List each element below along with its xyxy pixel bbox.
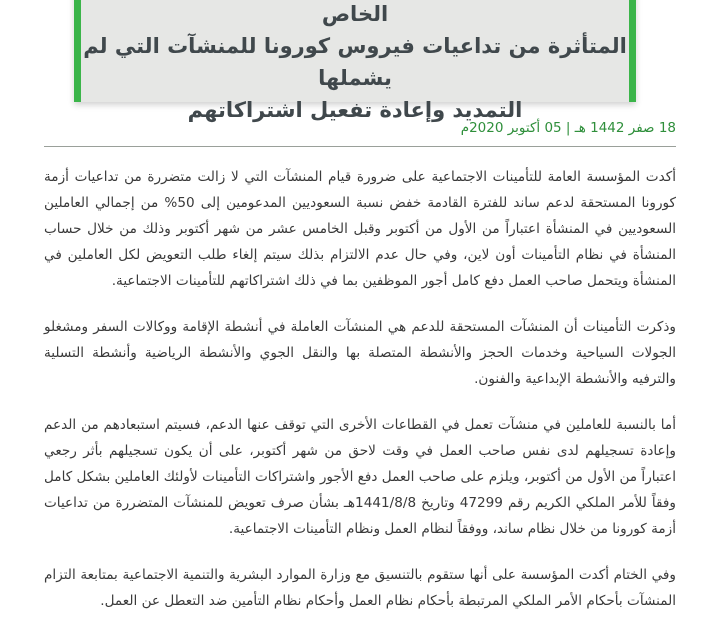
article-paragraph: وذكرت التأمينات أن المنشآت المستحقة للدعم هي المنشآت العاملة في أنشطة الإقامة ووكالات السفر ومشغلو الجولات السياحية وخدمات الحجز والأنشطة المتصلة بها والنقل الجوي والأنشطة الرياضية وأنشطة التسلية والترفيه والأنشطة الإبداعية والفنون.	[44, 319, 676, 387]
article-title	[81, 0, 629, 126]
article-body	[44, 164, 676, 634]
article-paragraph: أما بالنسبة للعاملين في منشآت تعمل في القطاعات الأخرى التي توقف عنها الدعم، فسيتم استبعادهم من الدعم وإعادة تسجيلهم لدى نفس صاحب العمل في وقت لاحق من شهر أكتوبر، على أن يكون تسجيلهم بأثر رجعي اعتباراً من الأول من أكتوبر، ويلزم على صاحب العمل دفع الأجور واشتراكات التأمينات لأولئك العاملين بشكل كامل وفقاً للأمر الملكي الكريم رقم 47299 وتاريخ 1441/8/8هـ بشأن صرف تعويض للمنشآت المتضررة من تداعيات أزمة كورونا من خلال نظام ساند، ووفقاً لنظام العمل ونظام التأمينات الاجتماعية.	[44, 417, 676, 537]
divider	[44, 146, 676, 147]
title-line: المتأثرة من تداعيات فيروس كورونا للمنشآت التي لم يشملها	[83, 34, 627, 90]
article-paragraph: وفي الختام أكدت المؤسسة على أنها ستقوم بالتنسيق مع وزارة الموارد البشرية والتنمية الاجتماعية بمتابعة التزام المنشآت بأحكام الأمر الملكي المرتبطة بأحكام نظام العمل وأحكام نظام التأمين ضد التعطل عن العمل.	[44, 567, 676, 609]
publish-date: 18 صفر 1442 هـ | 05 أكتوبر 2020م	[460, 120, 676, 136]
title-line: التمديد وإعادة تفعيل اشتراكاتهم	[187, 98, 523, 122]
title-banner	[74, 0, 636, 122]
title-line: الخاص	[321, 2, 389, 26]
article-paragraph: أكدت المؤسسة العامة للتأمينات الاجتماعية على ضرورة قيام المنشآت التي لا زالت متضررة من تداعيات أزمة كورونا المستحقة لدعم ساند للفترة القادمة خفض نسبة السعوديين المدعومين إلى 50% من إجمالي العاملين السعوديين في المنشأة اعتباراً من الأول من أكتوبر وقبل الخامس عشر من شهر أكتوبر وذلك من خلال حساب المنشأة في نظام التأمينات أون لاين، وفي حال عدم الالتزام بذلك سيتم إلغاء طلب التعويض لكل العاملين في المنشأة ويتحمل صاحب العمل دفع كامل أجور الموظفين بما في ذلك اشتراكاتهم للتأمينات الاجتماعية.	[44, 169, 677, 289]
